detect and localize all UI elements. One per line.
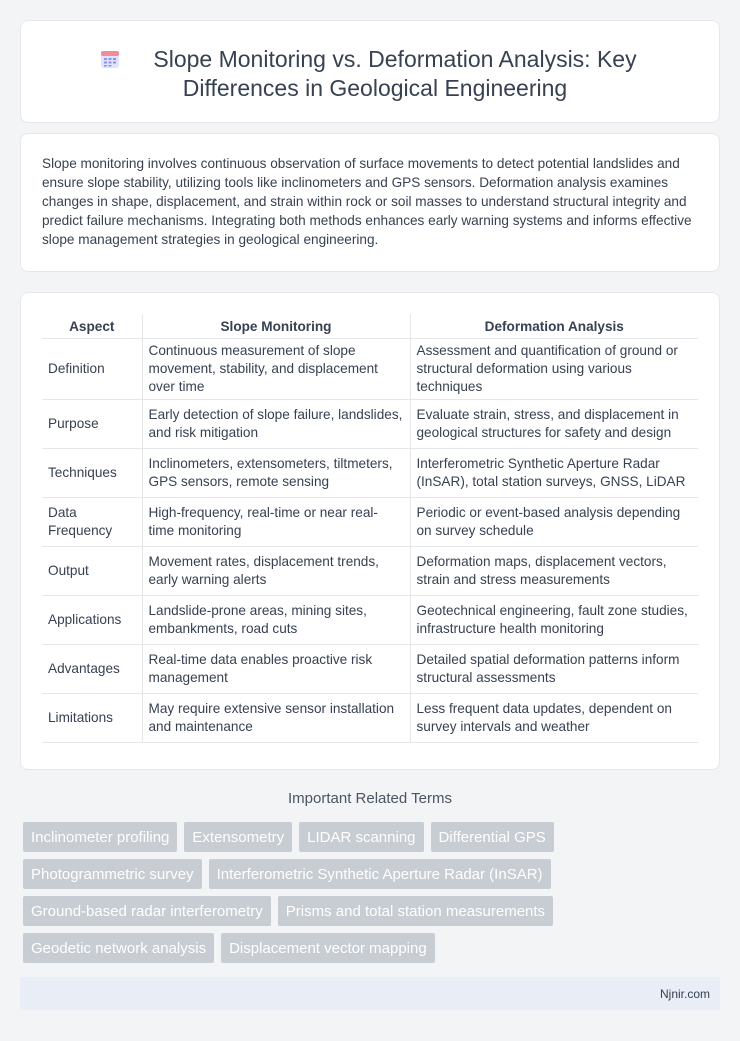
comparison-table-card xyxy=(20,292,720,770)
row-aspect: Data Frequency xyxy=(42,498,142,547)
row-aspect: Output xyxy=(42,547,142,596)
row-deform: Evaluate strain, stress, and displacement in geological structures for safety and design xyxy=(410,400,698,449)
row-deform: Detailed spatial deformation patterns inform structural assessments xyxy=(410,645,698,694)
table-row xyxy=(42,694,698,743)
related-term-tag[interactable]: Extensometry xyxy=(184,822,292,852)
row-deform: Geotechnical engineering, fault zone studies, infrastructure health monitoring xyxy=(410,596,698,645)
header-deformation-analysis: Deformation Analysis xyxy=(410,314,698,339)
row-deform: Deformation maps, displacement vectors, strain and stress measurements xyxy=(410,547,698,596)
related-term-tag[interactable]: Displacement vector mapping xyxy=(221,933,435,963)
row-deform: Interferometric Synthetic Aperture Radar (InSAR), total station surveys, GNSS, LiDAR xyxy=(410,449,698,498)
related-term-tag[interactable]: Prisms and total station measurements xyxy=(278,896,553,926)
row-aspect: Limitations xyxy=(42,694,142,743)
related-terms-list xyxy=(23,822,623,970)
row-aspect: Definition xyxy=(42,339,142,400)
table-row xyxy=(42,449,698,498)
row-slope: Inclinometers, extensometers, tiltmeters, GPS sensors, remote sensing xyxy=(142,449,410,498)
row-slope: Continuous measurement of slope movement, stability, and displacement over time xyxy=(142,339,410,400)
related-term-tag[interactable]: Geodetic network analysis xyxy=(23,933,214,963)
related-term-tag[interactable]: Differential GPS xyxy=(431,822,554,852)
table-row xyxy=(42,645,698,694)
comparison-table xyxy=(42,314,698,743)
title-card xyxy=(20,20,720,123)
page-title-line-2: Differences in Geological Engineering xyxy=(182,75,568,101)
related-term-tag[interactable]: Inclinometer profiling xyxy=(23,822,177,852)
related-term-tag[interactable]: Interferometric Synthetic Aperture Radar (InSAR) xyxy=(209,859,551,889)
page-title xyxy=(21,45,719,103)
page-title-line-1: Slope Monitoring vs. Deformation Analysis: Key xyxy=(153,46,637,72)
row-slope: Early detection of slope failure, landslides, and risk mitigation xyxy=(142,400,410,449)
row-aspect: Applications xyxy=(42,596,142,645)
related-term-tag[interactable]: Ground-based radar interferometry xyxy=(23,896,271,926)
tag-row xyxy=(23,933,623,970)
intro-paragraph: Slope monitoring involves continuous observation of surface movements to detect potential landslides and ensure slope stability, utilizing tools like inclinometers and GPS sensors. Deformation analysis examines changes in shape, displacement, and strain within rock or soil masses to understand structural integrity and predict failure mechanisms. Integrating both methods enhances early warning systems and informs effective slope management strategies in geological engineering. xyxy=(42,156,692,247)
tag-row xyxy=(23,896,623,933)
related-term-tag[interactable]: LIDAR scanning xyxy=(299,822,423,852)
header-slope-monitoring: Slope Monitoring xyxy=(142,314,410,339)
row-deform: Periodic or event-based analysis depending on survey schedule xyxy=(410,498,698,547)
table-row xyxy=(42,547,698,596)
table-row xyxy=(42,400,698,449)
row-aspect: Advantages xyxy=(42,645,142,694)
row-slope: Landslide-prone areas, mining sites, embankments, road cuts xyxy=(142,596,410,645)
row-aspect: Purpose xyxy=(42,400,142,449)
tag-row xyxy=(23,859,623,896)
row-deform: Assessment and quantification of ground or structural deformation using various techniques xyxy=(410,339,698,400)
intro-card xyxy=(20,133,720,272)
row-slope: Movement rates, displacement trends, early warning alerts xyxy=(142,547,410,596)
row-slope: Real-time data enables proactive risk management xyxy=(142,645,410,694)
table-row xyxy=(42,596,698,645)
header-aspect: Aspect xyxy=(42,314,142,339)
row-aspect: Techniques xyxy=(42,449,142,498)
row-slope: May require extensive sensor installation and maintenance xyxy=(142,694,410,743)
related-term-tag[interactable]: Photogrammetric survey xyxy=(23,859,202,889)
row-deform: Less frequent data updates, dependent on survey intervals and weather xyxy=(410,694,698,743)
tag-row xyxy=(23,822,623,859)
row-slope: High-frequency, real-time or near real-time monitoring xyxy=(142,498,410,547)
table-row xyxy=(42,339,698,400)
footer-bar xyxy=(20,977,720,1010)
table-row xyxy=(42,498,698,547)
footer-site-link[interactable]: Njnir.com xyxy=(659,987,710,1001)
table-header-row xyxy=(42,314,698,339)
related-terms-heading: Important Related Terms xyxy=(288,790,452,807)
